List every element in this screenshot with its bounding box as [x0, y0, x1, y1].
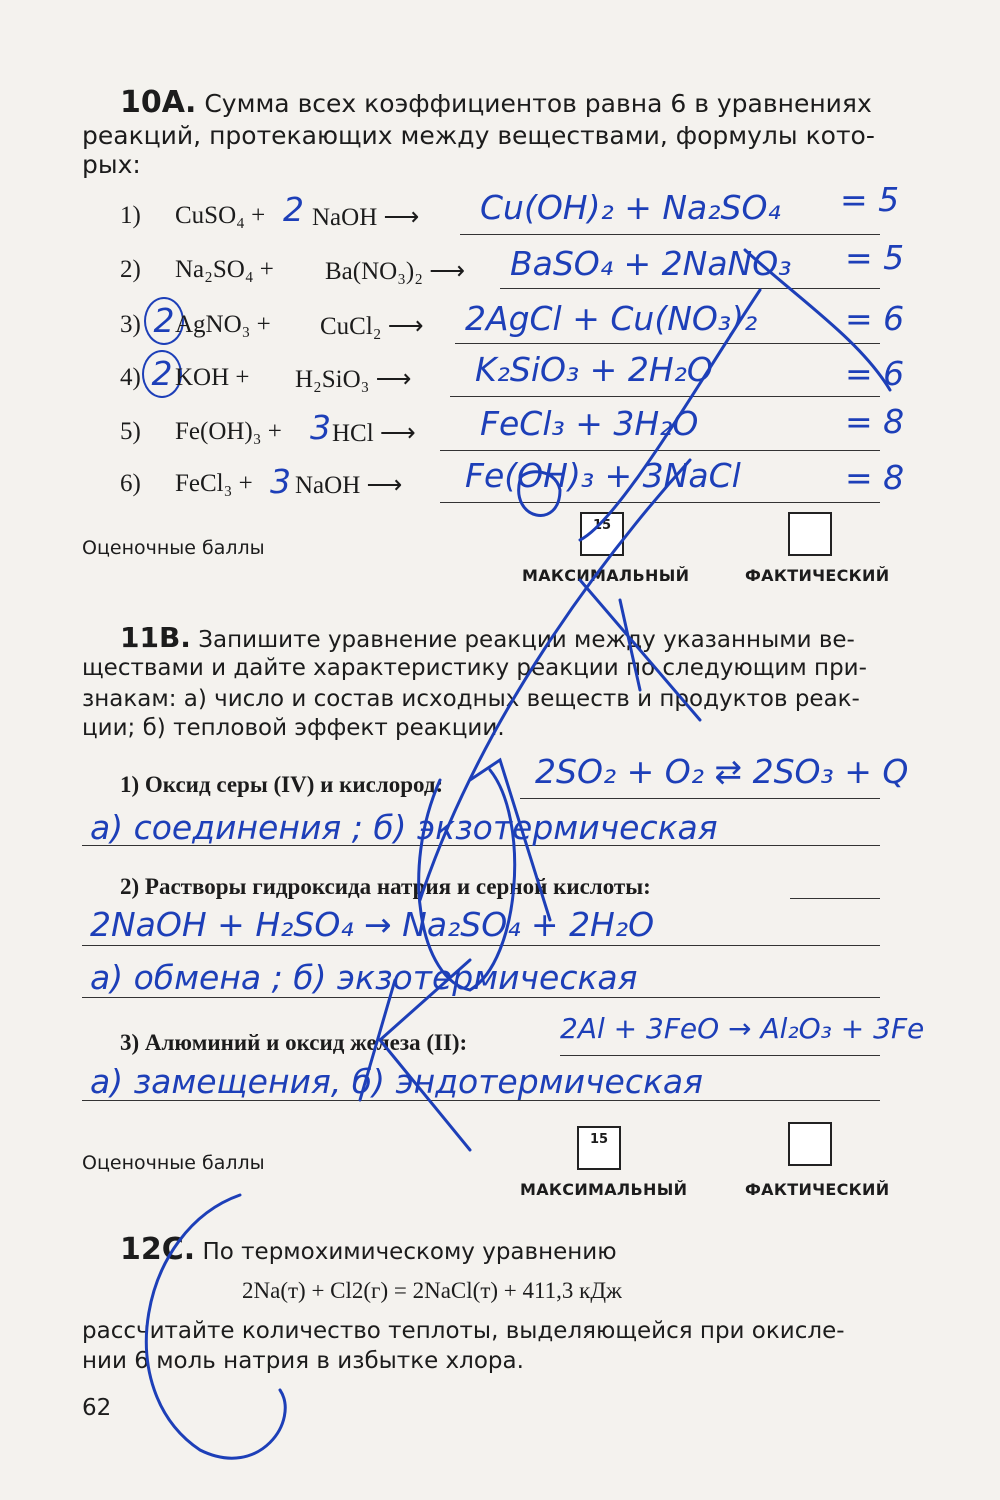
task12-equation: 2Na(т) + Cl2(г) = 2NaCl(т) + 411,3 кДж — [242, 1278, 622, 1303]
actual-caption: ФАКТИЧЕСКИЙ — [745, 566, 890, 585]
hw-sum: = 8 — [845, 402, 905, 441]
row-reagent-1: KOH + — [175, 364, 250, 391]
hw-sum: = 8 — [845, 458, 905, 497]
hw-sum: = 6 — [845, 354, 905, 393]
q3-answer-line — [560, 1055, 880, 1056]
answer-line — [460, 234, 880, 235]
page-number: 62 — [82, 1395, 112, 1421]
row-reagent-2: NaOH ⟶ — [295, 472, 403, 499]
q2-answer-line — [790, 898, 880, 899]
hw-answer: FeCl₃ + 3H₂O — [480, 404, 699, 443]
row-reagent-2: Ba(NO₃)₂ ⟶ — [325, 258, 466, 285]
row-reagent-2: CuCl₂ ⟶ — [320, 313, 424, 340]
row-reagent-1: Na₂SO₄ + — [175, 256, 274, 283]
task12-heading — [120, 1232, 617, 1267]
score-label: Оценочные баллы — [82, 1152, 265, 1174]
row-reagent-1: CuSO₄ + — [175, 202, 266, 229]
max-caption: МАКСИМАЛЬНЫЙ — [520, 1180, 688, 1199]
hw-q2-equation: 2NaOH + H₂SO₄ → Na₂SO₄ + 2H₂O — [90, 905, 655, 944]
max-score-box — [580, 512, 624, 556]
task11-label: 11В. — [120, 621, 191, 654]
q1-text: 1) Оксид серы (IV) и кислород: — [120, 772, 444, 797]
answer-line — [455, 343, 880, 344]
q2-line-3 — [82, 997, 880, 998]
hw-q3-type: а) замещения, б) эндотермическая — [90, 1062, 703, 1101]
row-reagent-1: Fe(OH)₃ + — [175, 418, 282, 445]
task12-line1: рассчитайте количество теплоты, выделяющейся при окисле- — [82, 1318, 845, 1344]
hw-circled-coef: 2 — [144, 297, 184, 345]
task10-text — [120, 86, 890, 120]
hw-coef: 3 — [310, 408, 331, 447]
task11-line3: знакам: а) число и состав исходных веществ и продуктов реак- — [82, 686, 860, 712]
max-score: 15 — [592, 518, 612, 533]
hw-answer: Cu(OH)₂ + Na₂SO₄ — [480, 188, 781, 227]
hw-answer: BaSO₄ + 2NaNO₃ — [510, 244, 792, 283]
hw-circled-coef: 2 — [142, 350, 182, 398]
row-reagent-2: NaOH ⟶ — [312, 204, 420, 231]
hw-answer: 2AgCl + Cu(NO₃)₂ — [465, 299, 758, 338]
hw-sum: = 5 — [840, 180, 900, 219]
actual-score-box[interactable] — [788, 1122, 832, 1166]
hw-q2-type: а) обмена ; б) экзотермическая — [90, 958, 638, 997]
row-reagent-2: H₂SiO₃ ⟶ — [295, 366, 412, 393]
task12-line2: нии 6 моль натрия в избытке хлора. — [82, 1348, 524, 1374]
task10-line3: рых: — [82, 150, 141, 179]
row-reagent-1: FeCl₃ + — [175, 470, 253, 497]
task12-intro: По термохимическому уравнению — [202, 1239, 617, 1265]
hw-coef: 2 — [283, 190, 304, 229]
q1-answer-line — [520, 798, 880, 799]
actual-caption: ФАКТИЧЕСКИЙ — [745, 1180, 890, 1199]
task11-line1: Запишите уравнение реакции между указанными ве- — [198, 627, 855, 653]
task10-line1: Сумма всех коэффициентов равна 6 в уравнениях — [204, 89, 872, 118]
answer-line — [440, 502, 880, 503]
reaction-row-2 — [120, 238, 905, 294]
max-caption: МАКСИМАЛЬНЫЙ — [522, 566, 690, 585]
hw-answer: K₂SiO₃ + 2H₂O — [475, 350, 713, 389]
hw-sum: = 6 — [845, 299, 905, 338]
reaction-row-5 — [120, 402, 905, 456]
task10-label: 10А. — [120, 85, 197, 120]
q2-line-2 — [82, 945, 880, 946]
hw-q1-type: а) соединения ; б) экзотермическая — [90, 808, 718, 847]
row-number: 5) — [120, 418, 141, 445]
row-number: 6) — [120, 470, 141, 497]
hw-q1-equation: 2SO₂ + O₂ ⇄ 2SO₃ + Q — [535, 752, 909, 791]
task12-label: 12С. — [120, 1232, 196, 1267]
task10-line2: реакций, протекающих между веществами, формулы кото- — [82, 121, 875, 150]
answer-line — [500, 288, 880, 289]
reaction-row-1 — [120, 180, 900, 240]
score-label: Оценочные баллы — [82, 537, 265, 559]
row-reagent-2: HCl ⟶ — [332, 420, 416, 447]
hw-answer: Fe(OH)₃ + 3NaCl — [465, 456, 741, 495]
row-number: 4) — [120, 364, 141, 391]
hw-sum: = 5 — [845, 238, 905, 277]
q2-text: 2) Растворы гидроксида натрия и серной кислоты: — [120, 874, 651, 899]
task11-line2: ществами и дайте характеристику реакции по следующим при- — [82, 655, 867, 681]
max-score-box — [577, 1126, 621, 1170]
actual-score-box[interactable] — [788, 512, 832, 556]
row-number: 2) — [120, 256, 141, 283]
q3-text: 3) Алюминий и оксид железа (II): — [120, 1030, 468, 1055]
row-number: 3) — [120, 311, 141, 338]
max-score: 15 — [589, 1132, 609, 1147]
answer-line — [440, 450, 880, 451]
reaction-row-6 — [120, 456, 905, 508]
hw-q3-equation: 2Al + 3FeO → Al₂O₃ + 3Fe — [560, 1012, 925, 1045]
reaction-row-3 — [120, 299, 905, 349]
task11-text — [120, 622, 890, 656]
task11-line4: ции; б) тепловой эффект реакции. — [82, 715, 505, 741]
answer-line — [450, 396, 880, 397]
row-number: 1) — [120, 202, 141, 229]
row-reagent-1: AgNO₃ + — [175, 311, 271, 338]
hw-coef: 3 — [270, 462, 291, 501]
reaction-row-4 — [120, 350, 905, 402]
